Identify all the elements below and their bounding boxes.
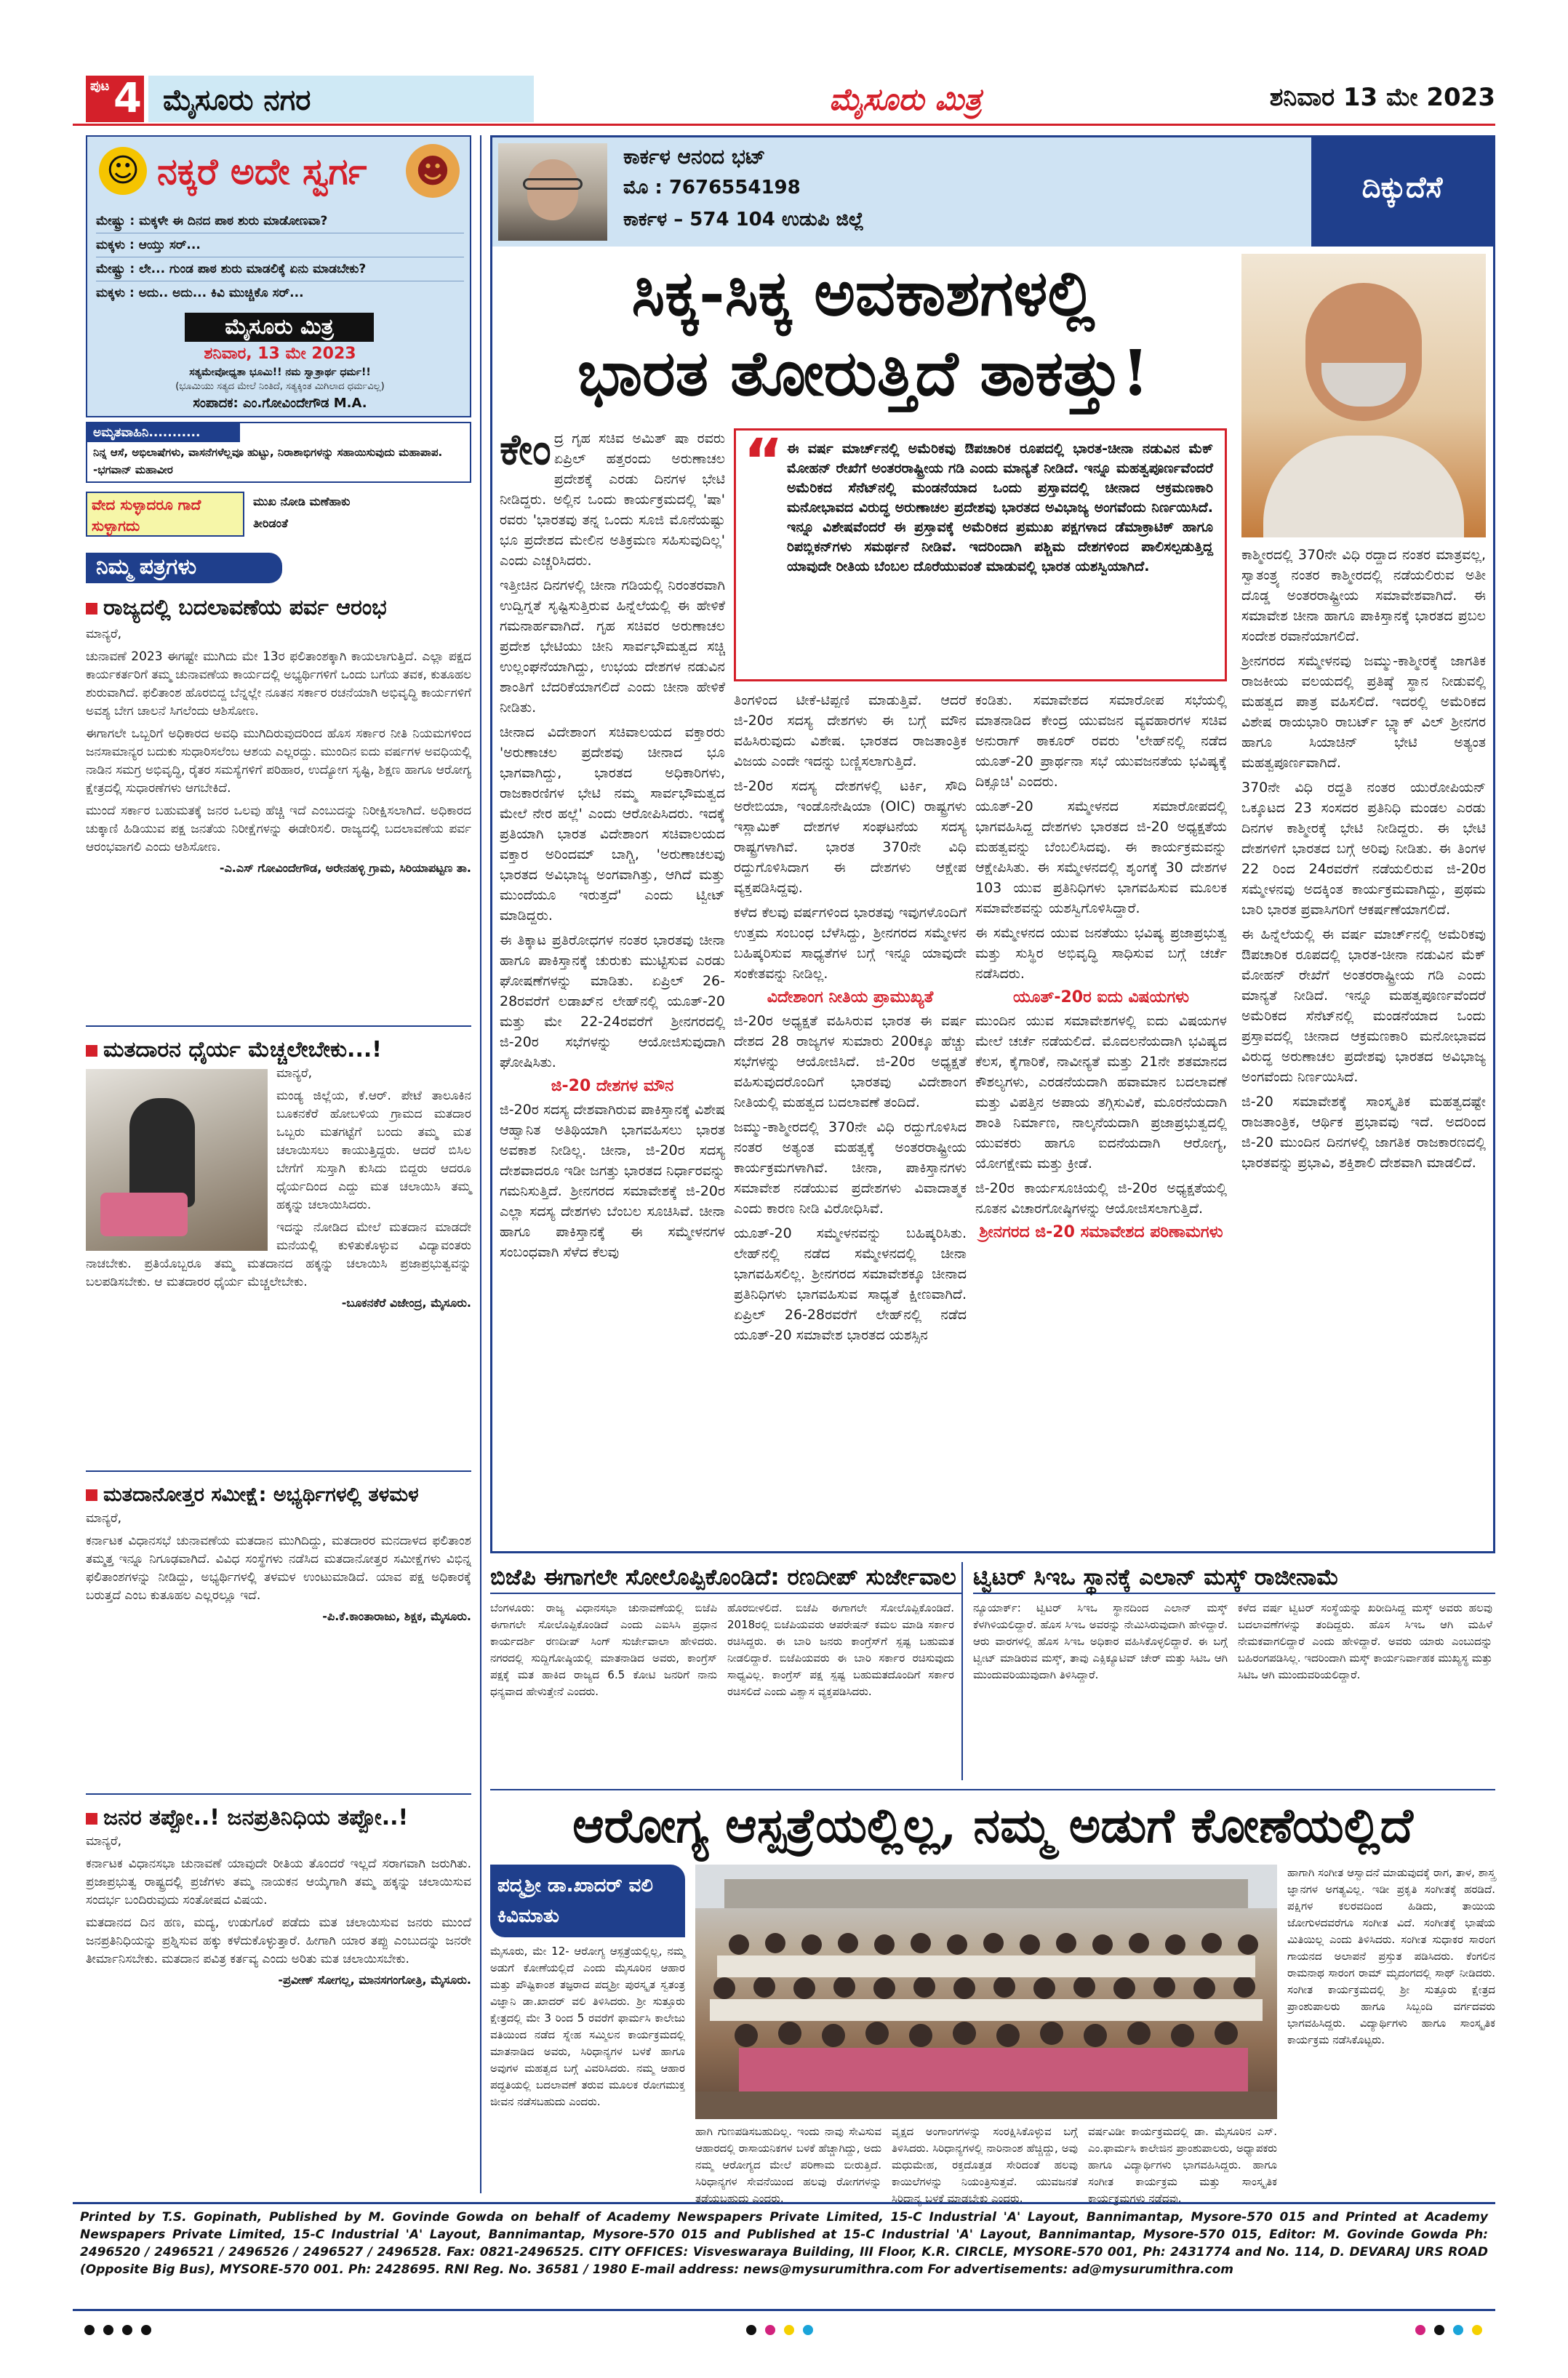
letter-signature: -ಬೂಕನಕೆರೆ ವಿಜೇಂದ್ರ, ಮೈಸೂರು. [341,1296,471,1310]
article-paragraph: ಕಾಶ್ಮೀರದಲ್ಲಿ 370ನೇ ವಿಧಿ ರದ್ದಾದ ನಂತರ ಮಾತ್ರವಲ್ಲ, ಸ್ವಾತಂತ್ರ್ಯ ನಂತರ ಕಾಶ್ಮೀರದಲ್ಲಿ ನಡೆಯಲಿರುವ ಅತೀ ದೊಡ್ಡ ಅಂತರರಾಷ್ಟ್ರೀಯ ಸಮಾವೇಶವಾಗಿದೆ. ಈ ಸಮಾವೇಶ ಚೀನಾ ಹಾಗೂ ಪಾಕಿಸ್ತಾನಕ್ಕೆ ಭಾರತದ ಪ್ರಬಲ ಸಂದೇಶ ರವಾನೆಯಾಗಲಿದೆ. [1241,547,1486,644]
proverb-right-line1: ಮುಖ ನೋಡಿ ಮಣೆಹಾಕು [253,495,351,508]
letter-body: ಮಾನ್ಯರೆ, [276,1066,313,1081]
printer-footer-text: Printed by T.S. Gopinath, Published by M. Govinde Gowda on behalf of Academy Newspapers Private Limited, 15-C Industrial 'A' Layout, Bannimantap, Mysore-570 015 and Printed at Academy Newspapers Private Limited, 15-C Industrial 'A' Layout, Bannimantap, Mysore-570 015 and Published at 15-C Industrial 'A' Layout, Bannimantap, Mysore-570 015, Editor: M. Govinde Gowda Ph: 2496520 / 2496521 / 2496526 / 2496527 / 2496528. Fax: 0821-2496525. CITY OFFICES: Visveswaraya Building, III Floor, K.R. CIRCLE, MYSORE-570 001, Ph: 2431774 and No. 114, D. DEVARAJ URS ROAD (Opposite Big Bus), MYSORE-570 001. Ph: 2428695. RNI Reg. No. 36581 / 1980 E-mail address: news@mysurumithra.com For advertisements: ad@mysurumithra.com [80,2210,1488,2277]
letters-section [86,553,471,2378]
letter-body: ಚುನಾವಣೆ 2023 ಈಗಷ್ಟೇ ಮುಗಿದು ಮೇ 13ರ ಫಲಿತಾಂಶಕ್ಕಾಗಿ ಕಾಯಲಾಗುತ್ತಿದೆ. ಎಲ್ಲಾ ಪಕ್ಷದ ಕಾರ್ಯಕರ್ತರಿಗೆ ತಮ್ಮ ಚುನಾವಣೆಯ ಕಾರ್ಯದಲ್ಲಿ ಅಭ್ಯರ್ಥಿಗಳಿಗೆ ಒಂದು ಬಗೆಯ ತವಕ, ಕುತೂಹಲ ಶುರುವಾಗಿದೆ. ಫಲಿತಾಂಶ ಹೊರಬಿದ್ದ ಬೆನ್ನಲ್ಲೇ ನೂತನ ಸರ್ಕಾರ ರಚನೆಯಾಗಿ ಅಭಿವೃದ್ಧಿ ಕಾರ್ಯಗಳಿಗೆ ಅವಶ್ಯ ಬೇಗ ಚಾಲನೆ ಸಿಗಲೆಂದು ಆಶಿಸೋಣ. [86,649,471,718]
headline-line2: ಭಾರತ ತೋರುತ್ತಿದೆ ತಾಕತ್ತು! [577,337,1150,410]
letter-title-text: ಜನರ ತಪ್ಪೋ..! ಜನಪ್ರತಿನಿಧಿಯ ತಪ್ಪೋ..! [103,1805,409,1830]
brief-column: ಕಳೆದ ವರ್ಷ ಟ್ವಿಟರ್ ಸಂಸ್ಥೆಯನ್ನು ಖರೀದಿಸಿದ್ದ ಮಸ್ಕ್ ಅವರು ಹಲವು ಬದಲಾವಣೆಗಳನ್ನು ತಂದಿದ್ದರು. ಹೊಸ ಸಿಇಒ ಆಗಿ ಮಹಿಳೆ ನೇಮಕವಾಗಲಿದ್ದಾರೆ ಎಂದು ಹೇಳಿದ್ದಾರೆ. ಅವರು ಯಾರು ಎಂಬುದನ್ನು ಬಹಿರಂಗಪಡಿಸಿಲ್ಲ. ಇದರಿಂದಾಗಿ ಮಸ್ಕ್ ಕಾರ್ಯನಿರ್ವಾಹಕ ಮುಖ್ಯಸ್ಥ ಮತ್ತು ಸಿಟಿಒ ಆಗಿ ಮುಂದುವರಿಯಲಿದ್ದಾರೆ. [1238,1601,1492,1681]
column-divider [480,135,481,2193]
author-photo [498,143,607,241]
column-badge-text: ದಿಕ್ಕುದೆಸೆ [1361,171,1443,204]
article-paragraph: ಜಮ್ಮು-ಕಾಶ್ಮೀರದಲ್ಲಿ 370ನೇ ವಿಧಿ ರದ್ದುಗೊಳಿಸಿದ ನಂತರ ಅತ್ಯಂತ ಮಹತ್ವಕ್ಕೆ ಅಂತರರಾಷ್ಟ್ರೀಯ ಕಾರ್ಯಕ್ರಮಗಳಾಗಿವೆ. ಚೀನಾ, ಪಾಕಿಸ್ತಾನಗಳು ಸಮಾವೇಶ ನಡೆಯುವ ಪ್ರದೇಶಗಳು ವಿವಾದಾತ್ಮಕ ಎಂದು ಕಾರಣ ನೀಡಿ ವಿರೋಧಿಸಿವೆ. [734,1119,967,1217]
article-subhead: ವಿದೇಶಾಂಗ ನೀತಿಯ ಪ್ರಾಮುಖ್ಯತೆ [767,988,934,1006]
article-subhead: ಜಿ-20 ದೇಶಗಳ ಮೌನ [551,1077,674,1095]
letter-item [86,1036,471,1472]
newspaper-logo: ಮೈಸೂರು ಮಿತ್ರ [829,81,982,117]
registration-dots-center [742,2324,817,2338]
article-subhead: ಶ್ರೀನಗರದ ಜಿ-20 ಸಮಾವೇಶದ ಪರಿಣಾಮಗಳು [979,1223,1223,1241]
article-paragraph: ಜಿ-20ರ ಅಧ್ಯಕ್ಷತೆ ವಹಿಸಿರುವ ಭಾರತ ಈ ವರ್ಷ ದೇಶದ 28 ರಾಜ್ಯಗಳ ಸುಮಾರು 200ಕ್ಕೂ ಹೆಚ್ಚು ಸಭೆಗಳನ್ನು ಆಯೋಜಿಸಿದೆ. ಜಿ-20ರ ಅಧ್ಯಕ್ಷತೆ ವಹಿಸುವುದರೊಂದಿಗೆ ಭಾರತವು ವಿದೇಶಾಂಗ ನೀತಿಯಲ್ಲಿ ಮಹತ್ವದ ಬದಲಾವಣೆ ತಂದಿದೆ. [734,1013,967,1110]
header-rule [73,124,1495,126]
news-brief [490,1562,963,1780]
letter-signature: -ಪಿ.ಕೆ.ಕಾಂತಾರಾಜು, ಶಿಕ್ಷಕ, ಮೈಸೂರು. [322,1609,471,1623]
brief-column: ಬೆಂಗಳೂರು: ರಾಜ್ಯ ವಿಧಾನಸಭಾ ಚುನಾವಣೆಯಲ್ಲಿ ಬಿಜೆಪಿ ಈಗಾಗಲೇ ಸೋಲೊಪ್ಪಿಕೊಂಡಿದೆ ಎಂದು ಎಐಸಿಸಿ ಪ್ರಧಾನ ಕಾರ್ಯದರ್ಶಿ ರಣದೀಪ್ ಸಿಂಗ್ ಸುರ್ಜೇವಾಲಾ ಹೇಳಿದರು. ನಗರದಲ್ಲಿ ಸುದ್ದಿಗೋಷ್ಠಿಯಲ್ಲಿ ಮಾತನಾಡಿದ ಅವರು, ಕಾಂಗ್ರೆಸ್ ಪಕ್ಷಕ್ಕೆ ಮತ ಹಾಕಿದ ರಾಜ್ಯದ 6.5 ಕೋಟಿ ಜನರಿಗೆ ನಾನು ಧನ್ಯವಾದ ಹೇಳುತ್ತೇನೆ ಎಂದರು. [490,1601,717,1698]
headline-line1: ಸಿಕ್ಕ-ಸಿಕ್ಕ ಅವಕಾಶಗಳಲ್ಲಿ [631,257,1095,330]
voter-photo [86,1069,268,1251]
feature-text-left: ಮೈಸೂರು, ಮೇ 12- ಆರೋಗ್ಯ ಆಸ್ಪತ್ರೆಯಲ್ಲಿಲ್ಲ, ನಮ್ಮ ಅಡುಗೆ ಕೋಣೆಯಲ್ಲಿದೆ ಎಂದು ಮೈಸೂರಿನ ಆಹಾರ ಮತ್ತು ಪೌಷ್ಟಿಕಾಂಶ ತಜ್ಞರಾದ ಪದ್ಮಶ್ರೀ ಪುರಸ್ಕೃತ ಸ್ವತಂತ್ರ ವಿಜ್ಞಾನಿ ಡಾ.ಖಾದರ್ ವಲಿ ತಿಳಿಸಿದರು. ಶ್ರೀ ಸುತ್ತೂರು ಕ್ಷೇತ್ರದಲ್ಲಿ ಮೇ 3 ರಿಂದ 5 ರವರೆಗೆ ಫಾರ್ಮಸಿ ಕಾಲೇಜು ವತಿಯಿಂದ ನಡೆದ ಸ್ನೇಹ ಸಮ್ಮಿಲನ ಕಾರ್ಯಕ್ರಮದಲ್ಲಿ ಮಾತನಾಡಿದ ಅವರು, ಸಿರಿಧಾನ್ಯಗಳ ಬಳಕೆ ಹಾಗೂ ಅವುಗಳ ಮಹತ್ವದ ಬಗ್ಗೆ ವಿವರಿಸಿದರು. ನಮ್ಮ ಆಹಾರ ಪದ್ಧತಿಯಲ್ಲಿ ಬದಲಾವಣೆ ತರುವ ಮೂಲಕ ರೋಗಮುಕ್ತ ಜೀವನ ನಡೆಸಬಹುದು ಎಂದರು. [490,1945,685,2108]
article-paragraph: ಕಳೆದ ಕೆಲವು ವರ್ಷಗಳಿಂದ ಭಾರತವು ಇವುಗಳೊಂದಿಗೆ ಉತ್ತಮ ಸಂಬಂಧ ಬೆಳೆಸಿದ್ದು, ಶ್ರೀನಗರದ ಸಮ್ಮೇಳನ ಬಹಿಷ್ಕರಿಸುವ ಸಾಧ್ಯತೆಗಳ ಬಗ್ಗೆ ಇನ್ನೂ ಯಾವುದೇ ಸಂಕೇತವನ್ನು ನೀಡಿಲ್ಲ. [734,905,967,982]
clown-icon: ☻ [406,144,460,198]
letter-body: ಮಂಡ್ಯ ಜಿಲ್ಲೆಯ, ಕೆ.ಆರ್. ಪೇಟೆ ತಾಲೂಕಿನ ಬೂಕನಕೆರೆ ಹೋಬಳಿಯ ಗ್ರಾಮದ ಮತದಾರ ಒಬ್ಬರು ಮತಗಟ್ಟೆಗೆ ಬಂದು ತಮ್ಮ ಮತ ಚಲಾಯಿಸಲು ಕಾಯುತ್ತಿದ್ದರು. ಆದರೆ ಬಿಸಿಲ ಬೇಗೆಗೆ ಸುಸ್ತಾಗಿ ಕುಸಿದು ಬಿದ್ದರು ಆದರೂ ಧೈರ್ಯದಿಂದ ಎದ್ದು ಮತ ಚಲಾಯಿಸಿ ತಮ್ಮ ಹಕ್ಕನ್ನು ಚಲಾಯಿಸಿದರು. [276,1089,471,1212]
article-paragraph: ಇತ್ತೀಚಿನ ದಿನಗಳಲ್ಲಿ ಚೀನಾ ಗಡಿಯಲ್ಲಿ ನಿರಂತರವಾಗಿ ಉದ್ವಿಗ್ನತೆ ಸೃಷ್ಟಿಸುತ್ತಿರುವ ಹಿನ್ನೆಲೆಯಲ್ಲಿ ಈ ಹೇಳಿಕೆ ಗಮನಾರ್ಹವಾಗಿದೆ. ಗೃಹ ಸಚಿವರ ಅರುಣಾಚಲ ಪ್ರದೇಶ ಭೇಟಿಯು ಚೀನಿ ಸಾರ್ವಭೌಮತ್ವದ ಸಚ್ಚಿ ಉಲ್ಲಂಘನೆಯಾಗಿದ್ದು, ಉಭಯ ದೇಶಗಳ ನಡುವಿನ ಶಾಂತಿಗೆ ಬೆದರಿಕೆಯಾಗಲಿದೆ ಎಂದು ಚೀನಾ ಹೇಳಿಕೆ ನೀಡಿತು. [500,577,725,716]
section-title-box [148,76,534,122]
letter-title-text: ರಾಜ್ಯದಲ್ಲಿ ಬದಲಾವಣೆಯ ಪರ್ವ ಆರಂಭ [103,595,387,620]
feature-badge [490,1865,685,1937]
column-badge [1311,137,1493,247]
letter-title [86,1481,471,1510]
letter-title-text: ಮತದಾರನ ಧೈರ್ಯ ಮೆಚ್ಚಲೇಬೇಕು...! [103,1037,382,1062]
page-label-box [86,76,144,122]
proverb-right-line2: ತೀರಿಡಂತೆ [253,516,288,530]
letter-title-text: ಮತದಾನೋತ್ತರ ಸಮೀಕ್ಷೆ: ಅಭ್ಯರ್ಥಿಗಳಲ್ಲಿ ತಳಮಳ [103,1484,419,1506]
article-paragraph: ಜಿ-20ರ ಸದಸ್ಯ ದೇಶವಾಗಿರುವ ಪಾಕಿಸ್ತಾನಕ್ಕೆ ವಿಶೇಷ ಆಹ್ವಾನಿತ ಅತಿಥಿಯಾಗಿ ಭಾಗವಹಿಸಲು ಭಾರತ ಅವಕಾಶ ನೀಡಿಲ್ಲ. ಚೀನಾ, ಜಿ-20ರ ಸದಸ್ಯ ದೇಶವಾದರೂ ಇಡೀ ಜಗತ್ತು ಭಾರತದ ನಿರ್ಧಾರವನ್ನು ಗಮನಿಸುತ್ತಿದೆ. ಶ್ರೀನಗರದ ಸಮಾವೇಶಕ್ಕೆ ಜಿ-20ರ ಎಲ್ಲಾ ಸದಸ್ಯ ದೇಶಗಳು ಬೆಂಬಲ ಸೂಚಿಸಿವೆ. ಚೀನಾ ಹಾಗೂ ಪಾಕಿಸ್ತಾನಕ್ಕೆ ಈ ಸಮ್ಮೇಳನಗಳ ಸಂಬಂಧವಾಗಿ ಸೆಳೆದ ಕೆಲವು [500,1102,725,1260]
printer-footer [73,2202,1495,2311]
article-paragraph: ಈ ಹಿನ್ನೆಲೆಯಲ್ಲಿ ಈ ವರ್ಷ ಮಾರ್ಚ್‌ನಲ್ಲಿ ಅಮೆರಿಕವು ಔಪಚಾರಿಕ ರೂಪದಲ್ಲಿ ಭಾರತ-ಚೀನಾ ನಡುವಿನ ಮೆಕ್ ಮೋಹನ್ ರೇಖೆಗೆ ಅಂತರರಾಷ್ಟ್ರೀಯ ಗಡಿ ಎಂದು ಮಾನ್ಯತೆ ನೀಡಿದೆ. ಇನ್ನೂ ಮಹತ್ವಪೂರ್ಣವೆಂದರೆ ಅಮೆರಿಕದ ಸೆನೆಟ್‌ನಲ್ಲಿ ಮಂಡನೆಯಾದ ಒಂದು ಪ್ರಸ್ತಾವದಲ್ಲಿ ಚೀನಾದ ಆಕ್ರಮಣಕಾರಿ ಮನೋಭಾವದ ವಿರುದ್ಧ ಅರುಣಾಚಲ ಪ್ರದೇಶವು ಭಾರತದ ಅವಿಭಾಜ್ಯ ಅಂಗವೆಂದು ನಿರ್ಣಯಿಸಿದೆ. [1241,926,1486,1085]
article-paragraph: ಜಿ-20ರ ಸದಸ್ಯ ದೇಶಗಳಲ್ಲಿ ಟರ್ಕಿ, ಸೌದಿ ಅರೇಬಿಯಾ, ಇಂಡೊನೇಷಿಯಾ (OIC) ರಾಷ್ಟ್ರಗಳು ಇಸ್ಲಾಮಿಕ್ ದೇಶಗಳ ಸಂಘಟನೆಯ ಸದಸ್ಯ ರಾಷ್ಟ್ರಗಳಾಗಿವೆ. ಭಾರತ 370ನೇ ವಿಧಿ ರದ್ದುಗೊಳಿಸಿದಾಗ ಈ ದೇಶಗಳು ಆಕ್ಷೇಪ ವ್ಯಕ್ತಪಡಿಸಿದ್ದವು. [734,778,967,896]
letters-title-bar [86,553,282,583]
brief-column: ನ್ಯೂಯಾರ್ಕ್: ಟ್ವಿಟರ್ ಸಿಇಒ ಸ್ಥಾನದಿಂದ ಎಲಾನ್ ಮಸ್ಕ್ ಕೆಳಗಿಳಿಯಲಿದ್ದಾರೆ. ಹೊಸ ಸಿಇಒ ಅವರನ್ನು ನೇಮಿಸಿರುವುದಾಗಿ ಹೇಳಿದ್ದಾರೆ. ಆರು ವಾರಗಳಲ್ಲಿ ಹೊಸ ಸಿಇಒ ಅಧಿಕಾರ ವಹಿಸಿಕೊಳ್ಳಲಿದ್ದಾರೆ. ಈ ಬಗ್ಗೆ ಟ್ವೀಟ್ ಮಾಡಿರುವ ಮಸ್ಕ್, ತಾವು ಎಕ್ಸಿಕ್ಯೂಟಿವ್ ಚೇರ್ ಮತ್ತು ಸಿಟಿಒ ಆಗಿ ಮುಂದುವರಿಯುವುದಾಗಿ ತಿಳಿಸಿದ್ದಾರೆ. [973,1601,1228,1681]
article-subhead: ಯೂತ್-20ರ ಐದು ವಿಷಯಗಳು [1012,988,1190,1006]
letters-title: ನಿಮ್ಮ ಪತ್ರಗಳು [96,554,197,580]
humor-line: ಮಕ್ಕಳು : ಆಯ್ತು ಸರ್... [96,233,464,257]
imprint-motto-translation: (ಭೂಮಿಯು ಸತ್ಯದ ಮೇಲೆ ನಿಂತಿದೆ, ಸತ್ಯಕ್ಕಿಂತ ಮಿಗಿಲಾದ ಧರ್ಮವಿಲ್ಲ) [175,381,385,392]
page-label: ಪುಟ [90,79,110,94]
letter-title [86,593,471,622]
letter-body: ಕರ್ನಾಟಕ ವಿಧಾನಸಭೆ ಚುನಾವಣೆಯ ಮತದಾನ ಮುಗಿದಿದ್ದು, ಮತದಾರರ ಮನದಾಳದ ಫಲಿತಾಂಶ ತಮ್ಮತ್ತ ಇನ್ನೂ ನಿಗೂಢವಾಗಿದೆ. ವಿವಿಧ ಸಂಸ್ಥೆಗಳು ನಡೆಸಿದ ಮತದಾನೋತ್ತರ ಸಮೀಕ್ಷೆಗಳು ವಿಭಿನ್ನ ಫಲಿತಾಂಶಗಳನ್ನು ನೀಡಿದ್ದು, ಅಭ್ಯರ್ಥಿಗಳಲ್ಲಿ ತಳಮಳ ಉಂಟುಮಾಡಿದೆ. ಯಾವ ಪಕ್ಷ ಅಧಿಕಾರಕ್ಕೆ ಬರುತ್ತದೆ ಎಂಬ ಕುತೂಹಲ ಎಲ್ಲರಲ್ಲೂ ಇದೆ. [86,1534,471,1603]
article-paragraph: ಈ ಸಮ್ಮೇಳನದ ಯುವ ಜನತೆಯು ಭವಿಷ್ಯ ಪ್ರಜಾಪ್ರಭುತ್ವ ಮತ್ತು ಸುಸ್ಥಿರ ಅಭಿವೃದ್ಧಿ ಸಾಧಿಸುವ ಬಗ್ಗೆ ಚರ್ಚೆ ನಡೆಸಿದರು. [975,925,1227,982]
author-address: ಕಾರ್ಕಳ – 574 104 ಉಡುಪಿ ಜಿಲ್ಲೆ [623,209,864,231]
article-paragraph: ಯೂತ್-20 ಸಮ್ಮೇಳನದ ಸಮಾರೋಪದಲ್ಲಿ ಭಾಗವಹಿಸಿದ್ದ ದೇಶಗಳು ಭಾರತದ ಜಿ-20 ಅಧ್ಯಕ್ಷತೆಯ ಮಹತ್ವವನ್ನು ಬೆಂಬಲಿಸಿದವು. ಈ ಕಾರ್ಯಕ್ರಮವನ್ನು ಆಕ್ಷೇಪಿಸಿತು. ಈ ಸಮ್ಮೇಳನದಲ್ಲಿ ಶೃಂಗಕ್ಕೆ 30 ದೇಶಗಳ 103 ಯುವ ಪ್ರತಿನಿಧಿಗಳು ಭಾಗವಹಿಸುವ ಮೂಲಕ ಸಮಾವೇಶವನ್ನು ಯಶಸ್ವಿಗೊಳಿಸಿದ್ದಾರೆ. [975,798,1227,916]
article-paragraph [500,425,725,571]
imprint-logo: ಮೈಸೂರು ಮಿತ್ರ [225,314,334,340]
letter-body: ಮಾನ್ಯರೆ, [86,627,122,641]
article-column-2 [734,690,967,1548]
article-paragraph: ಈ ತಿಕ್ಕಾಟ ಪ್ರತಿರೋಧಗಳ ನಂತರ ಭಾರತವು ಚೀನಾ ಹಾಗೂ ಪಾಕಿಸ್ತಾನಕ್ಕೆ ಚುರುಕು ಮುಟ್ಟಿಸುವ ಎರಡು ಘೋಷಣೆಗಳನ್ನು ಮಾಡಿತು. ಏಪ್ರಿಲ್ 26-28ರವರೆಗೆ ಲಡಾಖ್‌ನ ಲೇಹ್‌ನಲ್ಲಿ ಯೂತ್-20 ಮತ್ತು ಮೇ 22-24ರವರೆಗೆ ಶ್ರೀನಗರದಲ್ಲಿ ಜಿ-20ರ ಸಭೆಗಳನ್ನು ಆಯೋಜಿಸುವುದಾಗಿ ಘೋಷಿಸಿತು. [500,932,725,1070]
letter-body: ಮಾನ್ಯರೆ, [86,1834,122,1849]
article-paragraph: 370ನೇ ವಿಧಿ ರದ್ದತಿ ನಂತರ ಯುರೋಪಿಯನ್ ಒಕ್ಕೂಟದ 23 ಸಂಸದರ ಪ್ರತಿನಿಧಿ ಮಂಡಲ ಎರಡು ದಿನಗಳ ಕಾಶ್ಮೀರಕ್ಕೆ ಭೇಟಿ ನೀಡಿದ್ದರು. ಈ ಭೇಟಿ ದೇಶಗಳಿಗೆ ಭಾರತದ ಬಗ್ಗೆ ಅರಿವು ನೀಡಿತು. ಈ ತಿಂಗಳ 22 ರಿಂದ 24ರವರೆಗೆ ನಡೆಯಲಿರುವ ಜಿ-20ರ ಸಮ್ಮೇಳನವು ಅದಕ್ಕಿಂತ ಕಾರ್ಯಕ್ರಮವಾಗಿದ್ದು, ಪ್ರಥಮ ಬಾರಿ ಭಾರತ ಪ್ರವಾಸಿಗರಿಗೆ ಆಕರ್ಷಣೆಯಾಗಲಿದೆ. [1241,780,1486,918]
page-number: 4 [113,75,142,122]
pull-quote [734,425,1227,681]
humor-title: ನಕ್ಕರೆ ಅದೇ ಸ್ವರ್ಗ [157,150,367,193]
letter-item [86,1481,471,1795]
article-paragraph: ಯೂತ್-20 ಸಮ್ಮೇಳನವನ್ನು ಬಹಿಷ್ಕರಿಸಿತು. ಲೇಹ್‌ನಲ್ಲಿ ನಡೆದ ಸಮ್ಮೇಳನದಲ್ಲಿ ಚೀನಾ ಭಾಗವಹಿಸಲಿಲ್ಲ. ಶ್ರೀನಗರದ ಸಮಾವೇಶಕ್ಕೂ ಚೀನಾದ ಪ್ರತಿನಿಧಿಗಳು ಭಾಗವಹಿಸುವ ಸಾಧ್ಯತೆ ಕ್ಷೀಣವಾಗಿದೆ. ಏಪ್ರಿಲ್ 26-28ರವರೆಗೆ ಲೇಹ್‌ನಲ್ಲಿ ನಡೆದ ಯೂತ್-20 ಸಮಾವೇಶ ಭಾರತದ ಯಶಸ್ಸಿನ [734,1225,967,1343]
article-paragraph: ಚೀನಾದ ವಿದೇಶಾಂಗ ಸಚಿವಾಲಯದ ವಕ್ತಾರರು 'ಅರುಣಾಚಲ ಪ್ರದೇಶವು ಚೀನಾದ ಭೂ ಭಾಗವಾಗಿದ್ದು, ಭಾರತದ ಅಧಿಕಾರಿಗಳು, ರಾಜಕಾರಣಿಗಳ ಭೇಟಿ ನಮ್ಮ ಸಾರ್ವಭೌಮತ್ವದ ಮೇಲೆ ನೇರ ಹಲ್ಲೆ' ಎಂದು ಆರೋಪಿಸಿದರು. ಇದಕ್ಕೆ ಪ್ರತಿಯಾಗಿ ಭಾರತ ವಿದೇಶಾಂಗ ಸಚಿವಾಲಯದ ವಕ್ತಾರ ಅರಿಂದಮ್ ಬಾಗ್ಚಿ, 'ಅರುಣಾಚಲವು ಭಾರತದ ಅವಿಭಾಜ್ಯ ಅಂಗವಾಗಿತ್ತು, ಆಗಿದೆ ಮತ್ತು ಮುಂದೆಯೂ ಇರುತ್ತದೆ' ಎಂದು ಟ್ವೀಟ್ ಮಾಡಿದ್ದರು. [500,724,725,924]
letter-body: ಮತದಾನದ ದಿನ ಹಣ, ಮದ್ಯ, ಉಡುಗೊರೆ ಪಡೆದು ಮತ ಚಲಾಯಿಸುವ ಜನರು ಮುಂದೆ ಜನಪ್ರತಿನಿಧಿಯನ್ನು ಪ್ರಶ್ನಿಸುವ ಹಕ್ಕು ಕಳೆದುಕೊಳ್ಳುತ್ತಾರೆ. ಹೀಗಾಗಿ ಯಾರ ತಪ್ಪು ಎಂಬುದನ್ನು ಜನರೇ ತೀರ್ಮಾನಿಸಬೇಕು. ಮತದಾನ ಪವಿತ್ರ ಕರ್ತವ್ಯ ಎಂದು ಅರಿತು ಮತ ಚಲಾಯಿಸಬೇಕು. [86,1915,471,1966]
feature-text-mid: ಹಾಗಿ ಗುಣಪಡಿಸಬಹುದಿಲ್ಲ. ಇಂದು ನಾವು ಸೇವಿಸುವ ಆಹಾರದಲ್ಲಿ ರಾಸಾಯನಿಕಗಳ ಬಳಕೆ ಹೆಚ್ಚಾಗಿದ್ದು, ಅದು ನಮ್ಮ ಆರೋಗ್ಯದ ಮೇಲೆ ಪರಿಣಾಮ ಬೀರುತ್ತಿದೆ. ಸಿರಿಧಾನ್ಯಗಳ ಸೇವನೆಯಿಂದ ಹಲವು ರೋಗಗಳನ್ನು ತಡೆಯಬಹುದು ಎಂದರು. [695,2125,881,2205]
article-paragraph: ಮುಂದಿನ ಯುವ ಸಮಾವೇಶಗಳಲ್ಲಿ ಐದು ವಿಷಯಗಳ ಮೇಲೆ ಚರ್ಚೆ ನಡೆಯಲಿದೆ. ಮೊದಲನೆಯದಾಗಿ ಭವಿಷ್ಯದ ಕೆಲಸ, ಕೈಗಾರಿಕೆ, ನಾವೀನ್ಯತೆ ಮತ್ತು 21ನೇ ಶತಮಾನದ ಕೌಶಲ್ಯಗಳು, ಎರಡನೆಯದಾಗಿ ಹವಾಮಾನ ಬದಲಾವಣೆ ಮತ್ತು ವಿಪತ್ತಿನ ಅಪಾಯ ತಗ್ಗಿಸುವಿಕೆ, ಮೂರನೆಯದಾಗಿ ಶಾಂತಿ ನಿರ್ಮಾಣ, ನಾಲ್ಕನೆಯದಾಗಿ ಪ್ರಜಾಪ್ರಭುತ್ವದಲ್ಲಿ ಯುವಕರು ಹಾಗೂ ಐದನೆಯದಾಗಿ ಆರೋಗ್ಯ, ಯೋಗಕ್ಷೇಮ ಮತ್ತು ಕ್ರೀಡೆ. [975,1013,1227,1172]
drop-cap: ಕೇಂ [500,425,551,474]
article-paragraph: ಕಂಡಿತು. ಸಮಾವೇಶದ ಸಮಾರೋಪ ಸಭೆಯಲ್ಲಿ ಮಾತನಾಡಿದ ಕೇಂದ್ರ ಯುವಜನ ವ್ಯವಹಾರಗಳ ಸಚಿವ ಅನುರಾಗ್ ಠಾಕೂರ್ ರವರು 'ಲೇಹ್‌ನಲ್ಲಿ ನಡೆದ ಯೂತ್-20 ಪ್ರಾರ್ಥನಾ ಸಭೆ ಯುವಜನತೆಯ ಭವಿಷ್ಯಕ್ಕೆ ದಿಕ್ಸೂಚಿ' ಎಂದರು. [975,692,1227,790]
main-article [490,135,1495,1553]
section-title: ಮೈಸೂರು ನಗರ [163,83,311,117]
feature-text-right: ಹಾಗಾಗಿ ಸಂಗೀತ ಆಸ್ವಾದನೆ ಮಾಡುವುದಕ್ಕೆ ರಾಗ, ತಾಳ, ಶಾಸ್ತ್ರ ಜ್ಞಾನಗಳ ಅಗತ್ಯವಿಲ್ಲ. ಇಡೀ ಪ್ರಕೃತಿ ಸಂಗೀತಕ್ಕೆ ಹರಡಿದೆ. ಪಕ್ಷಿಗಳ ಕಲರವದಿಂದ ಹಿಡಿದು, ತಾಯಿಯ ಜೋಗುಳದವರೆಗೂ ಸಂಗೀತ ವಿದೆ. ಸಂಗೀತಕ್ಕೆ ಭಾಷೆಯ ಮಿತಿಯಿಲ್ಲ ಎಂದು ತಿಳಿಸಿದರು. ಸಂಗೀತ ಸುಧಾಕರ ಸಾರಂಗ ಗಾಯನದ ಅಲಾಪನೆ ಪ್ರಸ್ತುತ ಪಡಿಸಿದರು. ಕೆಂಗಲಿನ ರಾಮನಾಥ ಸಾರಂಗ ರಾಮ್ ಮೃದಂಗದಲ್ಲಿ ಸಾಥ್ ನೀಡಿದರು. ಸಂಗೀತ ಕಾರ್ಯಕ್ರಮದಲ್ಲಿ ಶ್ರೀ ಸುತ್ತೂರು ಕ್ಷೇತ್ರದ ಪ್ರಾಂಶುಪಾಲರು ಹಾಗೂ ಸಿಬ್ಬಂದಿ ವರ್ಗದವರು ಭಾಗವಹಿಸಿದ್ದರು. ವಿದ್ಯಾರ್ಥಿಗಳು ಹಾಗೂ ಸಾಂಸ್ಕೃತಿಕ ಕಾರ್ಯಕ್ರಮ ನಡೆಸಿಕೊಟ್ಟರು. [1287,1866,1495,2046]
humor-line: ಮೇಷ್ಟ್ರು : ಮಕ್ಕಳೇ ಈ ದಿನದ ಪಾಠ ಶುರು ಮಾಡೋಣವಾ? [96,209,464,233]
brief-column: ಹೊರಬೀಳಲಿದೆ. ಬಿಜೆಪಿ ಈಗಾಗಲೇ ಸೋಲೊಪ್ಪಿಕೊಂಡಿದೆ. 2018ರಲ್ಲಿ ಬಿಜೆಪಿಯವರು ಆಪರೇಷನ್ ಕಮಲ ಮಾಡಿ ಸರ್ಕಾರ ರಚಿಸಿದ್ದರು. ಈ ಬಾರಿ ಜನರು ಕಾಂಗ್ರೆಸ್‌ಗೆ ಸ್ಪಷ್ಟ ಬಹುಮತ ನೀಡಲಿದ್ದಾರೆ. ಬಿಜೆಪಿಯವರು ಈ ಬಾರಿ ಸರ್ಕಾರ ರಚಿಸುವುದು ಸಾಧ್ಯವಿಲ್ಲ. ಕಾಂಗ್ರೆಸ್ ಪಕ್ಷ ಸ್ಪಷ್ಟ ಬಹುಮತದೊಂದಿಗೆ ಸರ್ಕಾರ ರಚಿಸಲಿದೆ ಎಂದು ವಿಶ್ವಾಸ ವ್ಯಕ್ತಪಡಿಸಿದರು. [727,1601,954,1698]
registration-dots-left [80,2324,156,2338]
article-paragraph: ಶ್ರೀನಗರದ ಸಮ್ಮೇಳನವು ಜಮ್ಮು-ಕಾಶ್ಮೀರಕ್ಕೆ ಜಾಗತಿಕ ರಾಜಕೀಯ ವಲಯದಲ್ಲಿ ಪ್ರತಿಷ್ಠೆ ಸ್ಥಾನ ನೀಡುವಲ್ಲಿ ಮಹತ್ವದ ಪಾತ್ರ ವಹಿಸಲಿದೆ. ಇದರಲ್ಲಿ ಅಮೆರಿಕದ ವಿಶೇಷ ರಾಯಭಾರಿ ರಾಬರ್ಟ್ ಬ್ಲ್ಯಾಕ್ ವಿಲ್ ಶ್ರೀನಗರ ಹಾಗೂ ಸಿಯಾಚಿನ್ ಭೇಟಿ ಅತ್ಯಂತ ಮಹತ್ವಪೂರ್ಣವಾಗಿದೆ. [1241,653,1486,771]
imprint-editor: ಸಂಪಾದಕ: ಎಂ.ಗೋವಿಂದೇಗೌಡ M.A. [193,396,367,411]
page-header [73,73,1495,125]
letter-body: ಮಾನ್ಯರೆ, [86,1511,122,1526]
letter-signature: -ಪ್ರವೀಣ್ ಸೋಗಲ್ಲ, ಮಾನಸಗಂಗೋತ್ರಿ, ಮೈಸೂರು. [278,1973,471,1987]
author-byline [492,137,1493,247]
letter-body: ಮುಂದೆ ಸರ್ಕಾರ ಬಹುಮತಕ್ಕೆ ಜನರ ಒಲವು ಹೆಚ್ಚಿ ಇದೆ ಎಂಬುದನ್ನು ನಿರೀಕ್ಷಿಸಲಾಗಿದೆ. ಅಧಿಕಾರದ ಚುಕ್ಕಾಣಿ ಹಿಡಿಯುವ ಪಕ್ಷ ಜನತೆಯ ನಿರೀಕ್ಷೆಗಳನ್ನು ಈಡೇರಿಸಲಿ. ರಾಜ್ಯದಲ್ಲಿ ಬದಲಾವಣೆಯ ಪರ್ವ ಆರಂಭವಾಗಲಿ ಎಂದು ಆಶಿಸೋಣ. [86,804,471,854]
feature-story [490,1789,1495,2205]
letter-body: ಈಗಾಗಲೇ ಒಬ್ಬರಿಗೆ ಅಧಿಕಾರದ ಅವಧಿ ಮುಗಿದಿರುವುದರಿಂದ ಹೊಸ ಸರ್ಕಾರ ನೀತಿ ನಿಯಮಗಳಿಂದ ಜನಸಾಮಾನ್ಯರ ಬದುಕು ಸುಧಾರಿಸಲೆಂಬ ಆಶಯ ಎಲ್ಲರದ್ದು. ಮುಂದಿನ ಐದು ವರ್ಷಗಳ ಅವಧಿಯಲ್ಲಿ ನಾಡಿನ ಸಮಗ್ರ ಅಭಿವೃದ್ಧಿ, ರೈತರ ಸಮಸ್ಯೆಗಳಿಗೆ ಪರಿಹಾರ, ಉದ್ಯೋಗ ಸೃಷ್ಟಿ, ಶಿಕ್ಷಣ ಹಾಗೂ ಆರೋಗ್ಯ ಕ್ಷೇತ್ರದಲ್ಲಿ ಸುಧಾರಣೆಗಳು ಆಗಬೇಕಿದೆ. [86,726,471,796]
issue-date: ಶನಿವಾರ 13 ಮೇ 2023 [1269,83,1495,112]
imprint-logo-box [185,313,374,342]
amit-shah-photo [1241,254,1486,537]
pull-quote-text: ಈ ವರ್ಷ ಮಾರ್ಚ್‌ನಲ್ಲಿ ಅಮೆರಿಕವು ಔಪಚಾರಿಕ ರೂಪದಲ್ಲಿ ಭಾರತ-ಚೀನಾ ನಡುವಿನ ಮೆಕ್ ಮೋಹನ್ ರೇಖೆಗೆ ಅಂತರರಾಷ್ಟ್ರೀಯ ಗಡಿ ಎಂದು ಮಾನ್ಯತೆ ನೀಡಿದೆ. ಇನ್ನೂ ಮಹತ್ವಪೂರ್ಣವೆಂದರೆ ಅಮೆರಿಕದ ಸೆನೆಟ್‌ನಲ್ಲಿ ಮಂಡನೆಯಾದ ಒಂದು ಪ್ರಸ್ತಾವದಲ್ಲಿ ಚೀನಾದ ಆಕ್ರಮಣಕಾರಿ ಮನೋಭಾವದ ವಿರುದ್ಧ ಅರುಣಾಚಲ ಪ್ರದೇಶವು ಭಾರತದ ಅವಿಭಾಜ್ಯ ಅಂಗವೆಂದು ನಿರ್ಣಯಿಸಿದೆ. ಇನ್ನೂ ವಿಶೇಷವೆಂದರೆ ಈ ಪ್ರಸ್ತಾವಕ್ಕೆ ಅಮೆರಿಕದ ಪ್ರಮುಖ ಪಕ್ಷಗಳಾದ ಡೆಮಾಕ್ರಾಟಿಕ್ ಹಾಗೂ ರಿಪಬ್ಲಿಕನ್‌ಗಳು ಸಮರ್ಥನೆ ನೀಡಿವೆ. ಇದರಿಂದಾಗಿ ಪಶ್ಚಿಮ ದೇಶಗಳಿಂದ ಪಾಲಿಸಲ್ಪಡುತ್ತಿದ್ದ ಯಾವುದೇ ರೀತಿಯ ಬೆಂಬಲ ದೊರೆಯುವಂತೆ ಮಾಡುವಲ್ಲಿ ಭಾರತ ಯಶಸ್ವಿಯಾಗಿದೆ. [787,441,1213,575]
quote-mark-icon: “ [743,425,784,497]
laughing-face-icon: ☺ [99,147,147,195]
letter-item [86,593,471,1027]
feature-text-mid: ವರ್ಷವಿಡೀ ಕಾರ್ಯಕ್ರಮದಲ್ಲಿ ಡಾ. ಮೈಸೂರಿನ ಎಸ್. ಎಂ.ಫಾರ್ಮಸಿ ಕಾಲೇಜಿನ ಪ್ರಾಂಶುಪಾಲರು, ಅಧ್ಯಾಪಕರು ಹಾಗೂ ವಿದ್ಯಾರ್ಥಿಗಳು ಭಾಗವಹಿಸಿದ್ದರು. ಹಾಗೂ ಸಂಗೀತ ಕಾರ್ಯಕ್ರಮ ಮತ್ತು ಸಾಂಸ್ಕೃತಿಕ ಕಾರ್ಯಕ್ರಮಗಳು ನಡೆದವು. [1088,2125,1277,2205]
amrutha-text: ನಿನ್ನ ಆಸೆ, ಅಭಿಲಾಷೆಗಳು, ವಾಸನೆಗಳೆಲ್ಲವೂ ಹುಟ್ಟು, ನಿರಾಶಾಭಿಗಳನ್ನು ಸಹಾಯಿಸುವುದು ಮಹಾಪಾಪ. -ಭಗವಾನ್ ಮಹಾವೀರ [93,446,443,476]
letter-body: ಕರ್ನಾಟಕ ವಿಧಾನಸಭಾ ಚುನಾವಣೆ ಯಾವುದೇ ರೀತಿಯ ತೊಂದರೆ ಇಲ್ಲದೆ ಸರಾಗವಾಗಿ ಜರುಗಿತು. ಪ್ರಜಾಪ್ರಭುತ್ವ ರಾಷ್ಟ್ರದಲ್ಲಿ ಪ್ರಜೆಗಳು ತಮ್ಮ ನಾಯಕನ ಆಯ್ಕೆಗಾಗಿ ತಮ್ಮ ಹಕ್ಕನ್ನು ಚಲಾಯಿಸುವ ಸಂದರ್ಭ ಬಂದಿರುವುದು ಸಂತೋಷದ ವಿಷಯ. [86,1857,471,1907]
feature-badge-text: ಪದ್ಮಶ್ರೀ ಡಾ.ಖಾದರ್ ವಲಿ ಕಿವಿಮಾತು [497,1875,653,1927]
imprint-date: ಶನಿವಾರ, 13 ಮೇ 2023 [204,345,356,363]
brief-headline: ಟ್ವಿಟರ್ ಸಿಇಒ ಸ್ಥಾನಕ್ಕೆ ಎಲಾನ್ ಮಸ್ಕ್ ರಾಜೀನಾಮೆ [973,1562,1495,1594]
author-name: ಕಾರ್ಕಳ ಆನಂದ ಭಟ್ [623,145,766,169]
humor-lines [96,209,464,305]
article-column-3 [975,690,1227,1548]
humor-box [86,135,471,417]
article-text: ದ್ರ ಗೃಹ ಸಚಿವ ಅಮಿತ್ ಷಾ ರವರು ಏಪ್ರಿಲ್ ಹತ್ತರಂದು ಅರುಣಾಚಲ ಪ್ರದೇಶಕ್ಕೆ ಎರಡು ದಿನಗಳ ಭೇಟಿ ನೀಡಿದ್ದರು. ಅಲ್ಲಿನ ಒಂದು ಕಾರ್ಯಕ್ರಮದಲ್ಲಿ 'ಷಾ' ರವರು 'ಭಾರತವು ತನ್ನ ಒಂದು ಸೂಜಿ ಮೊನೆಯಷ್ಟು ಭೂ ಪ್ರದೇಶದ ಮೇಲಿನ ಅತಿಕ್ರಮಣ ಸಹಿಸುವುದಿಲ್ಲ' ಎಂದು ಎಚ್ಚರಿಸಿದರು. [500,431,725,569]
feature-headline: ಆರೋಗ್ಯ ಆಸ್ಪತ್ರೆಯಲ್ಲಿಲ್ಲ, ನಮ್ಮ ಅಡುಗೆ ಕೋಣೆಯಲ್ಲಿದೆ [572,1797,1413,1854]
feature-text-mid: ವೃಕ್ಷದ ಅಂಗಾಂಗಗಳನ್ನು ಸಂರಕ್ಷಿಸಿಕೊಳ್ಳುವ ಬಗ್ಗೆ ತಿಳಿಸಿದರು. ಸಿರಿಧಾನ್ಯಗಳಲ್ಲಿ ನಾರಿನಾಂಶ ಹೆಚ್ಚಿದ್ದು, ಅವು ಮಧುಮೇಹ, ರಕ್ತದೊತ್ತಡ ಸೇರಿದಂತೆ ಹಲವು ಕಾಯಿಲೆಗಳನ್ನು ನಿಯಂತ್ರಿಸುತ್ತವೆ. ಯುವಜನತೆ ಸಿರಿಧಾನ್ಯ ಬಳಕೆ ಮಾಡಬೇಕು ಎಂದರು. [892,2125,1078,2205]
humor-line: ಮೇಷ್ಟ್ರು : ಲೇ... ಗುಂಡ ಪಾಠ ಶುರು ಮಾಡಲಿಕ್ಕೆ ಏನು ಮಾಡಬೇಕು? [96,257,464,281]
amrutha-title: ಅಮೃತವಾಹಿನಿ........... [87,423,240,442]
proverb-box [86,492,471,538]
letter-body: ಇದನ್ನು ನೋಡಿದ ಮೇಲೆ ಮತದಾನ ಮಾಡದೇ ಮನೆಯಲ್ಲಿ ಕುಳಿತುಕೊಳ್ಳುವ ವಿದ್ಯಾವಂತರು ನಾಚಬೇಕು. ಪ್ರತಿಯೊಬ್ಬರೂ ತಮ್ಮ ಮತದಾನದ ಹಕ್ಕನ್ನು ಚಲಾಯಿಸಿ ಪ್ರಜಾಪ್ರಭುತ್ವವನ್ನು ಬಲಪಡಿಸಬೇಕು. ಆ ಮತದಾರರ ಧೈರ್ಯ ಮೆಚ್ಚಲೇಬೇಕು. [86,1220,471,1289]
group-photo [695,1865,1277,2119]
article-column-4 [1241,545,1486,1548]
registration-dots-right [1411,2324,1487,2338]
letter-title [86,1803,471,1833]
humor-line: ಮಕ್ಕಳು : ಅದು.. ಅದು... ಕಿವಿ ಮುಚ್ಚಿಕೊ ಸರ್... [96,286,304,300]
article-paragraph: ಜಿ-20 ಸಮಾವೇಶಕ್ಕೆ ಸಾಂಸ್ಕೃತಿಕ ಮಹತ್ವದಷ್ಟೇ ರಾಜತಾಂತ್ರಿಕ, ಆರ್ಥಿಕ ಪ್ರಭಾವವು ಇದೆ. ಅದರಿಂದ ಜಿ-20 ಮುಂದಿನ ದಿನಗಳಲ್ಲಿ ಜಾಗತಿಕ ರಾಜಕಾರಣದಲ್ಲಿ ಭಾರತವನ್ನು ಪ್ರಭಾವಿ, ಶಕ್ತಿಶಾಲಿ ದೇಶವಾಗಿ ಮಾಡಲಿದೆ. [1241,1094,1486,1171]
letter-signature: -ಎ.ಎಸ್ ಗೋವಿಂದೇಗೌಡ, ಅರೇನಹಳ್ಳಿ ಗ್ರಾಮ, ಸಿರಿಯಾಪಟ್ಟಣ ತಾ. [219,861,471,875]
news-brief [973,1562,1495,1780]
letter-title [86,1036,471,1065]
proverb-left: ವೇದ ಸುಳ್ಳಾದರೂ ಗಾದೆ ಸುಳ್ಳಾಗದು [86,492,244,537]
group-photo-crowd [695,1865,1277,2119]
article-column-1 [500,425,725,1548]
author-phone: ಮೊ : 7676554198 [623,177,801,199]
imprint-motto: ಸತ್ಯಮೇವೋಧ್ಯತಾ ಭೂಮಿ!! ನಮ ಸ್ವಾತ್ರಾರ್ಥ ಧರ್ಮ!! [189,367,371,378]
article-paragraph: ಜಿ-20ರ ಕಾರ್ಯಸೂಚಿಯಲ್ಲಿ ಜಿ-20ರ ಅಧ್ಯಕ್ಷತೆಯಲ್ಲಿ ನೂತನ ವಿಚಾರಗೋಷ್ಠಿಗಳನ್ನು ಆಯೋಜಿಸಲಾಗುತ್ತಿದೆ. [975,1180,1227,1217]
brief-headline: ಬಿಜೆಪಿ ಈಗಾಗಲೇ ಸೋಲೊಪ್ಪಿಕೊಂಡಿದೆ: ರಣದೀಪ್ ಸುರ್ಜೇವಾಲ [490,1562,961,1594]
amrutha-box [86,422,471,483]
article-paragraph: ತಿಂಗಳಿಂದ ಟೀಕೆ-ಟಿಪ್ಪಣಿ ಮಾಡುತ್ತಿವೆ. ಆದರೆ ಜಿ-20ರ ಸದಸ್ಯ ದೇಶಗಳು ಈ ಬಗ್ಗೆ ಮೌನ ವಹಿಸಿರುವುದು ವಿಶೇಷ. ಭಾರತದ ರಾಜತಾಂತ್ರಿಕ ವಿಜಯ ಎಂದೇ ಇದನ್ನು ಬಣ್ಣಿಸಲಾಗುತ್ತಿದೆ. [734,692,967,769]
